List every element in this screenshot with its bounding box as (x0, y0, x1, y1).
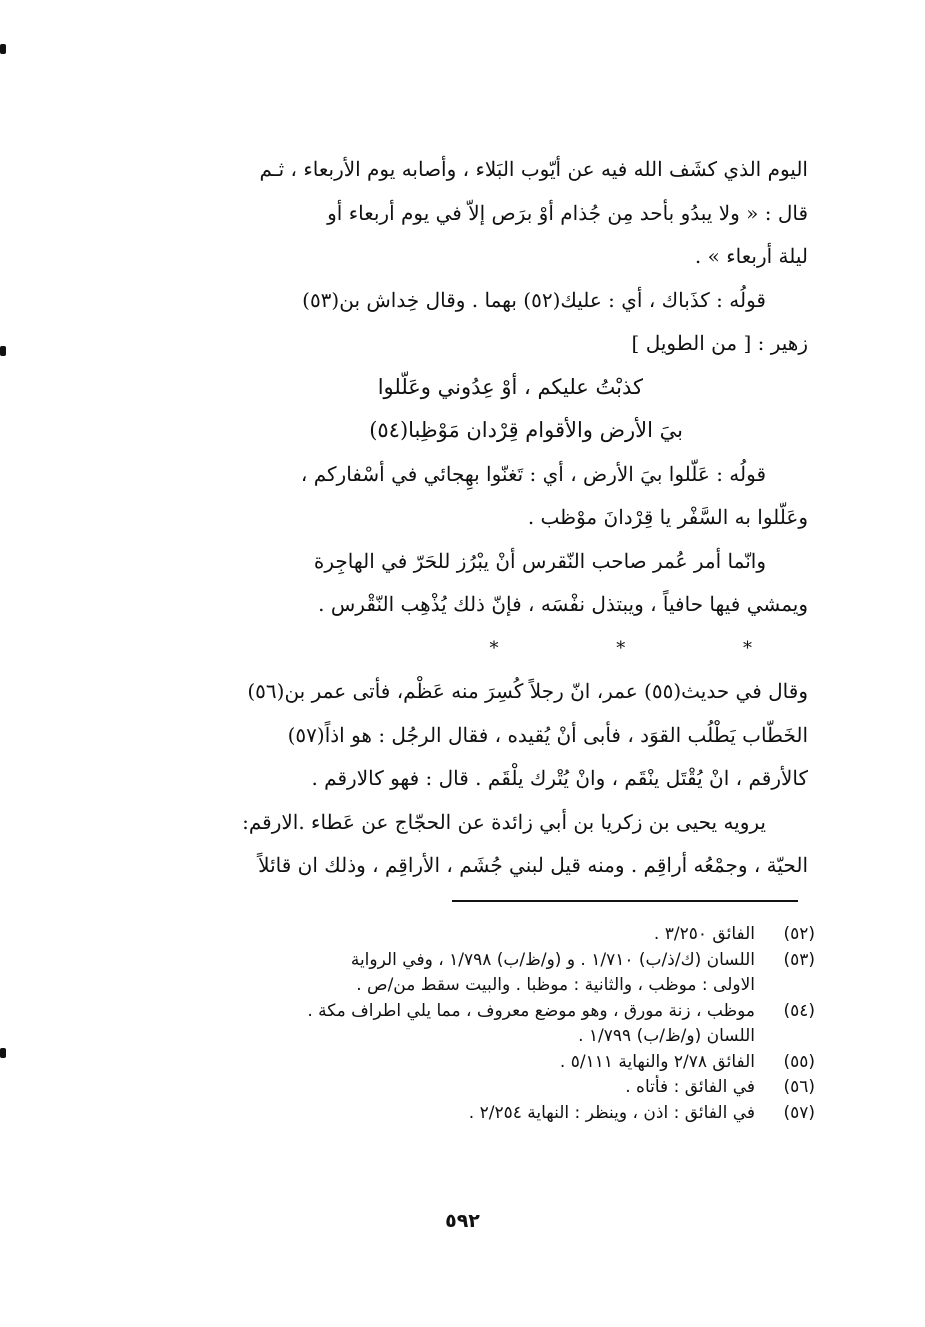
footnote (140, 922, 815, 948)
footnote (140, 999, 815, 1025)
margin-mark (0, 44, 6, 54)
text-line: قولُه : كذَباك ، أي : عليك(٥٢) بهما . وقال خِداش بن(٥٣) (302, 287, 766, 312)
text-line: وانّما أمر عُمر صاحب النّقرس أنْ يبْرُز للحَرّ في الهاجِرة (313, 548, 766, 573)
footnote-rule (452, 900, 798, 902)
footnote-number: (٥٣) (783, 949, 815, 970)
text-line: وقال في حديث(٥٥) عمر، انّ رجلاً كُسِرَ منه عَظْم، فأتى عمر بن(٥٦) (247, 679, 808, 703)
footnote (140, 1101, 815, 1127)
text-line: وعَلّلوا به السَّفْر يا قِرْدانَ موْظب . (527, 505, 808, 529)
page-number: ٥٩٢ (445, 1210, 480, 1232)
footnote-number: (٥٦) (783, 1077, 815, 1097)
footnote-number: (٥٧) (783, 1102, 815, 1123)
verse-line: بيَ الأرض والأقوام قِرْدان مَوْظِبا(٥٤) (369, 418, 683, 442)
text-line: يرويه يحيى بن زكريا بن أبي زائدة عن الحجّاج عن عَطاء .الارقم: (242, 809, 766, 834)
footnote-continuation: الاولى : موظب ، والثانية : موظبا . والبيت سقط من/ص . (356, 975, 755, 995)
text-line: ويمشي فيها حافياً ، ويبتذل نفْسَه ، فإنّ ذلك يُذْهِب النّقْرس . (318, 592, 808, 616)
footnote-number: (٥٢) (783, 924, 815, 944)
margin-mark (0, 1048, 6, 1058)
footnote-text: اللسان (ك/ذ/ب) ١/٧١٠ . و (و/ظ/ب) ١/٧٩٨ ، وفي الرواية (350, 949, 755, 970)
text-line: قال : « ولا يبدُو بأحد مِن جُذام أوْ برَص إلاّ في يوم أربعاء أو (327, 200, 808, 225)
text-line: اليوم الذي كشَف الله فيه عن أيّوب البَلاء ، وأصابه يوم الأربعاء ، ثـم (259, 157, 808, 181)
text-line: قولُه : عَلّلوا بيَ الأرض ، أي : تَغنّوا بهِجائي في أسْفاركم ، (300, 461, 766, 486)
footnotes (140, 922, 815, 1126)
footnote-text: الفائق ٣/٢٥٠ . (653, 924, 755, 944)
margin-mark (0, 346, 6, 356)
footnote-text: في الفائق : فأتاه . (625, 1077, 755, 1097)
footnote-number: (٥٤) (783, 1000, 815, 1021)
footnote (140, 1075, 815, 1101)
footnote-text: في الفائق : اذن ، وينظر : النهاية ٢/٢٥٤ . (468, 1102, 755, 1123)
footnote-text: الفائق ٢/٧٨ والنهاية ٥/١١١ . (559, 1051, 755, 1072)
text-line: ليلة أربعاء » . (694, 244, 808, 268)
footnote (140, 1050, 815, 1076)
footnote-number: (٥٥) (783, 1051, 815, 1072)
text-line: الحيّة ، وجمْعُه أراقِم . ومنه قيل لبني جُشَم ، الأراقِم ، وذلك ان قائلاً (258, 853, 808, 877)
footnote-continuation: اللسان (و/ظ/ب) ١/٧٩٩ . (578, 1026, 755, 1046)
section-separator: * * * (489, 637, 808, 659)
text-line: زهير : [ من الطويل ] (631, 331, 808, 355)
main-text (132, 148, 808, 888)
footnote-text: موظب ، زنة مورق ، وهو موضع معروف ، مما يلي اطراف مكة . (307, 1000, 755, 1021)
verse-line: كذبْتُ عليكم ، أوْ عِدُوني وعَلّلوا (377, 374, 643, 399)
footnote (140, 948, 815, 974)
text-line: الخَطّاب يَطْلُب القوَد ، فأبى أنْ يُقيده ، فقال الرجُل : هو اذاً(٥٧) (287, 722, 808, 747)
text-line: كالأرقم ، انْ يُقْتَل ينْقَم ، وانْ يُتْرك يلْقَم . قال : فهو كالارقم . (311, 766, 808, 790)
